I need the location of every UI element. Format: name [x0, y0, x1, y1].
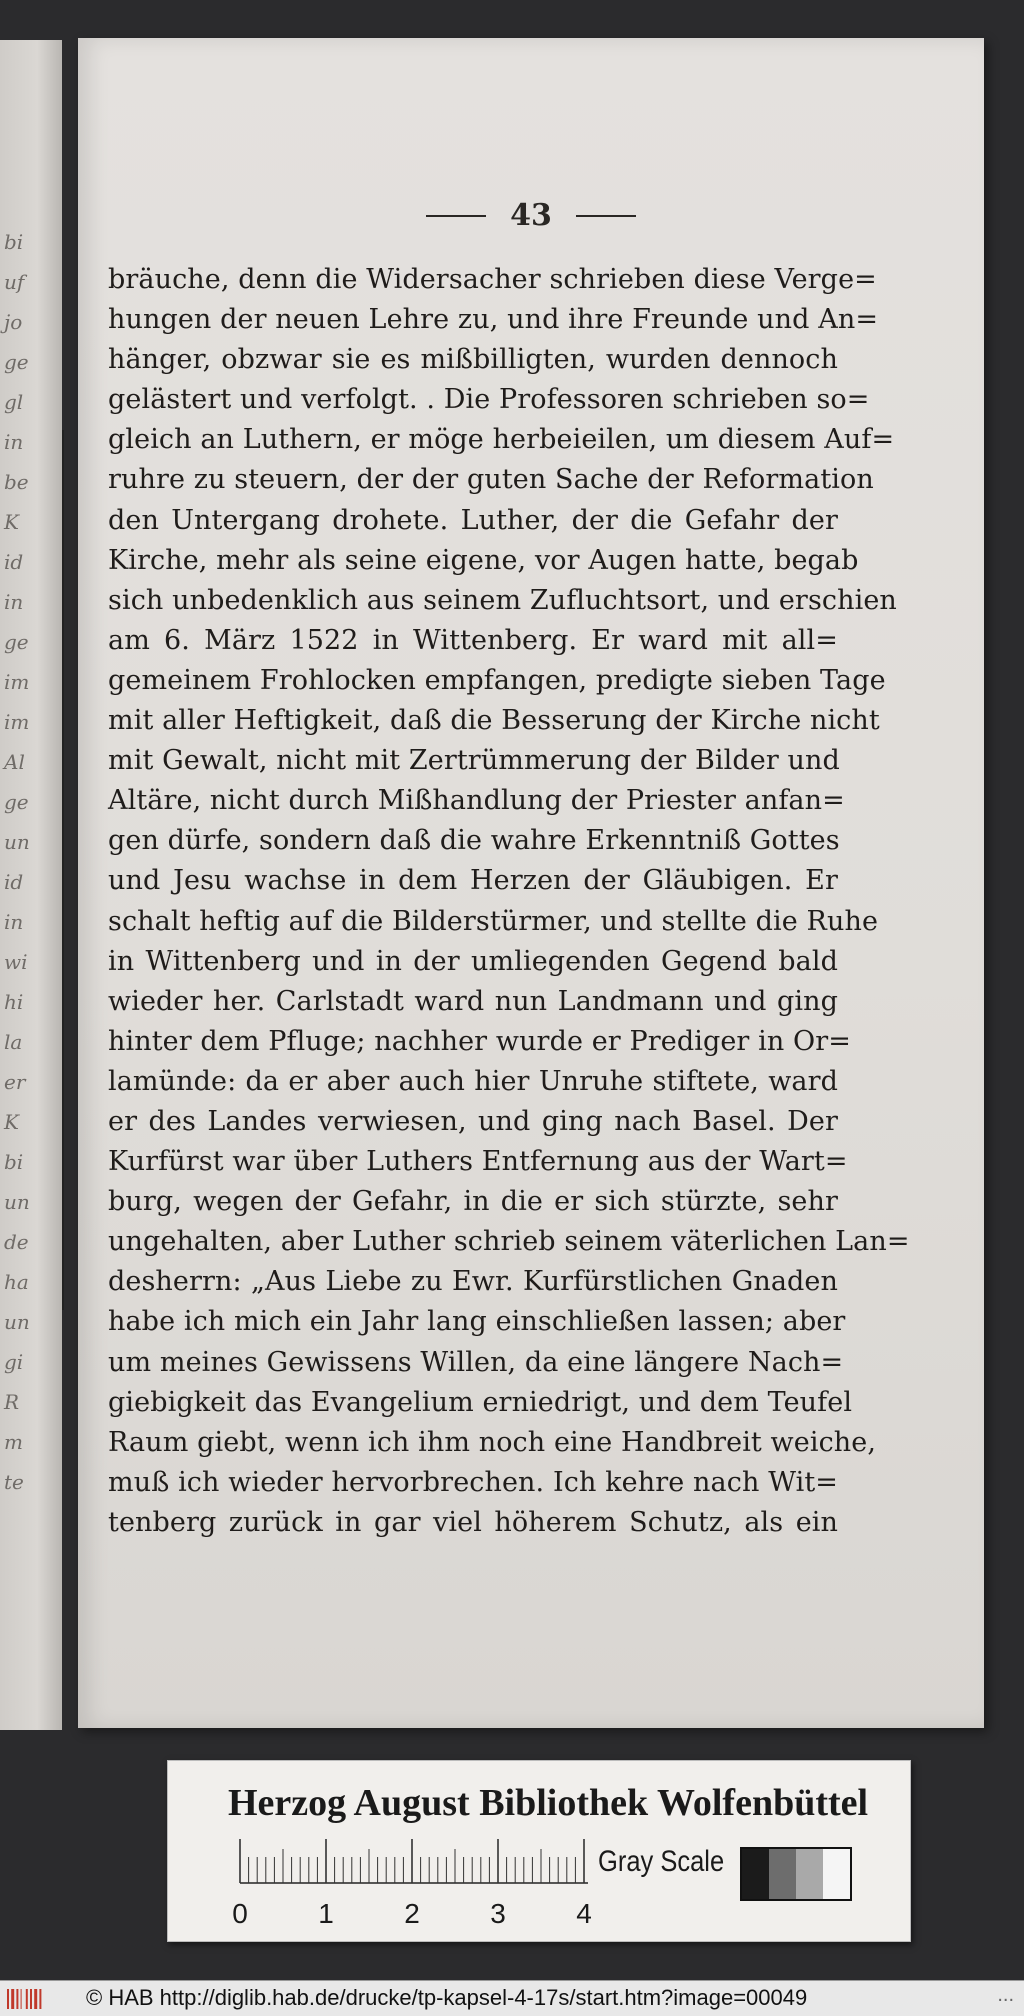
left-facing-page [0, 40, 62, 1730]
gray-scale-patches [740, 1847, 852, 1901]
text-line: ungehalten, aber Luther schrieb seinem väterlichen Lan= [108, 1226, 910, 1258]
left-page-fragment: wi [4, 950, 28, 974]
left-page-fragment: gi [4, 1350, 24, 1374]
ruler-number: 2 [404, 1898, 420, 1929]
text-line: am 6. März 1522 in Wittenberg. Er ward mit all= [108, 624, 838, 656]
library-color-card [167, 1760, 911, 1942]
left-page-fragment: ha [4, 1270, 29, 1294]
text-line: schalt heftig auf die Bilderstürmer, und stellte die Ruhe [108, 905, 879, 937]
ruler-number: 3 [490, 1898, 506, 1929]
text-line: wieder her. Carlstadt ward nun Landmann und ging [108, 985, 838, 1017]
left-page-fragment: ge [4, 630, 29, 654]
text-line: und Jesu wachse in dem Herzen der Gläubigen. Er [108, 865, 838, 897]
gray-patch [796, 1849, 823, 1899]
text-line: gemeinem Frohlocken empfangen, predigte sieben Tage [108, 664, 886, 696]
barcode-bar [11, 1989, 14, 2009]
ruler-number: 0 [232, 1898, 248, 1929]
page-number: 43 [510, 198, 552, 233]
text-line: Raum giebt, wenn ich ihm noch eine Handbreit weiche, [108, 1426, 877, 1458]
status-bar [0, 1980, 1024, 2016]
text-line: mit aller Heftigkeit, daß die Besserung der Kirche nicht [108, 705, 880, 737]
text-line: tenberg zurück in gar viel höherem Schutz, als ein [108, 1506, 838, 1538]
left-page-fragment: un [4, 1190, 30, 1214]
text-line: Kirche, mehr als seine eigene, vor Augen hatte, begab [108, 544, 859, 576]
scale-ruler [228, 1835, 648, 1935]
left-page-fragment: ge [4, 350, 29, 374]
page-header [78, 198, 984, 233]
barcode-icon [6, 1988, 46, 2010]
left-page-fragment: im [4, 670, 30, 694]
left-page-fragment: bi [4, 1150, 24, 1174]
text-line: den Untergang drohete. Luther, der die Gefahr der [108, 504, 838, 536]
left-page-fragment: id [4, 550, 24, 574]
barcode-bar [16, 1989, 18, 2009]
left-page-fragment: in [4, 590, 24, 614]
source-url-text[interactable]: © HAB http://diglib.hab.de/drucke/tp-kapsel-4-17s/start.htm?image=00049 [86, 1985, 808, 2010]
left-page-fragment: ge [4, 790, 29, 814]
text-line: hinter dem Pfluge; nachher wurde er Prediger in Or= [108, 1025, 851, 1057]
barcode-bar [30, 1989, 32, 2009]
text-line: muß ich wieder hervorbrechen. Ich kehre nach Wit= [108, 1466, 838, 1498]
gutter-mark [62, 430, 68, 1310]
gray-patch [769, 1849, 796, 1899]
text-line: burg, wegen der Gefahr, in die er sich stürzte, sehr [108, 1186, 838, 1218]
more-options-icon[interactable]: ... [997, 1984, 1014, 2006]
gray-scale-label: Gray Scale [598, 1845, 725, 1878]
left-page-fragment: in [4, 430, 24, 454]
gray-patch [823, 1849, 850, 1899]
text-line: gelästert und verfolgt. . Die Professoren schrieben so= [108, 384, 870, 416]
header-rule-right [576, 215, 636, 217]
text-line: giebigkeit das Evangelium erniedrigt, und dem Teufel [108, 1386, 853, 1418]
text-line: in Wittenberg und in der umliegenden Gegend bald [108, 945, 838, 977]
left-page-fragment: jo [4, 310, 23, 334]
text-line: hänger, obzwar sie es mißbilligten, wurden dennoch [108, 344, 838, 376]
text-line: mit Gewalt, nicht mit Zertrümmerung der Bilder und [108, 745, 840, 777]
left-page-fragment: R [4, 1390, 20, 1414]
left-page-fragment: K [4, 1110, 19, 1134]
text-line: gleich an Luthern, er möge herbeieilen, um diesem Auf= [108, 424, 895, 456]
left-page-fragment: Al [4, 750, 25, 774]
text-line: gen dürfe, sondern daß die wahre Erkenntniß Gottes [108, 825, 840, 857]
text-line: hungen der neuen Lehre zu, und ihre Freunde und An= [108, 304, 879, 336]
left-page-fragment: im [4, 710, 30, 734]
barcode-bar [39, 1989, 41, 2009]
text-line: ruhre zu steuern, der der guten Sache der Reformation [108, 464, 874, 496]
barcode-bar [26, 1989, 28, 2009]
text-line: er des Landes verwiesen, und ging nach Basel. Der [108, 1105, 838, 1137]
text-line: desherrn: „Aus Liebe zu Ewr. Kurfürstlichen Gnaden [108, 1266, 838, 1298]
left-page-fragment: te [4, 1470, 24, 1494]
left-page-fragment: un [4, 830, 30, 854]
barcode-bar [7, 1989, 9, 2009]
book-page [78, 38, 984, 1728]
body-text [108, 260, 910, 1543]
left-page-fragment: er [4, 1070, 26, 1094]
barcode-bar [34, 1989, 37, 2009]
ruler-number: 1 [318, 1898, 334, 1929]
left-page-fragment: gl [4, 390, 24, 414]
left-page-fragment: m [4, 1430, 23, 1454]
text-line: Kurfürst war über Luthers Entfernung aus der Wart= [108, 1146, 848, 1178]
text-line: sich unbedenklich aus seinem Zufluchtsort, und erschien [108, 584, 897, 616]
left-page-fragment: K [4, 510, 19, 534]
library-name: Herzog August Bibliothek Wolfenbüttel [228, 1782, 869, 1824]
header-rule-left [426, 215, 486, 217]
gray-patch [742, 1849, 769, 1899]
left-page-fragment: de [4, 1230, 29, 1254]
ruler-number: 4 [576, 1898, 592, 1929]
left-page-fragment: be [4, 470, 29, 494]
left-page-fragment: uf [4, 270, 25, 294]
text-line: Altäre, nicht durch Mißhandlung der Priester anfan= [108, 785, 845, 817]
text-line: um meines Gewissens Willen, da eine längere Nach= [108, 1346, 844, 1378]
left-page-fragment: un [4, 1310, 30, 1334]
text-line: lamünde: da er aber auch hier Unruhe stiftete, ward [108, 1065, 838, 1097]
text-line: habe ich mich ein Jahr lang einschließen lassen; aber [108, 1306, 846, 1338]
left-page-fragment: la [4, 1030, 23, 1054]
text-line: bräuche, denn die Widersacher schrieben diese Verge= [108, 264, 877, 295]
left-page-fragment: hi [4, 990, 24, 1014]
left-page-fragment: in [4, 910, 24, 934]
left-page-fragment: bi [4, 230, 24, 254]
left-page-fragment: id [4, 870, 24, 894]
barcode-bar [21, 1989, 22, 2009]
